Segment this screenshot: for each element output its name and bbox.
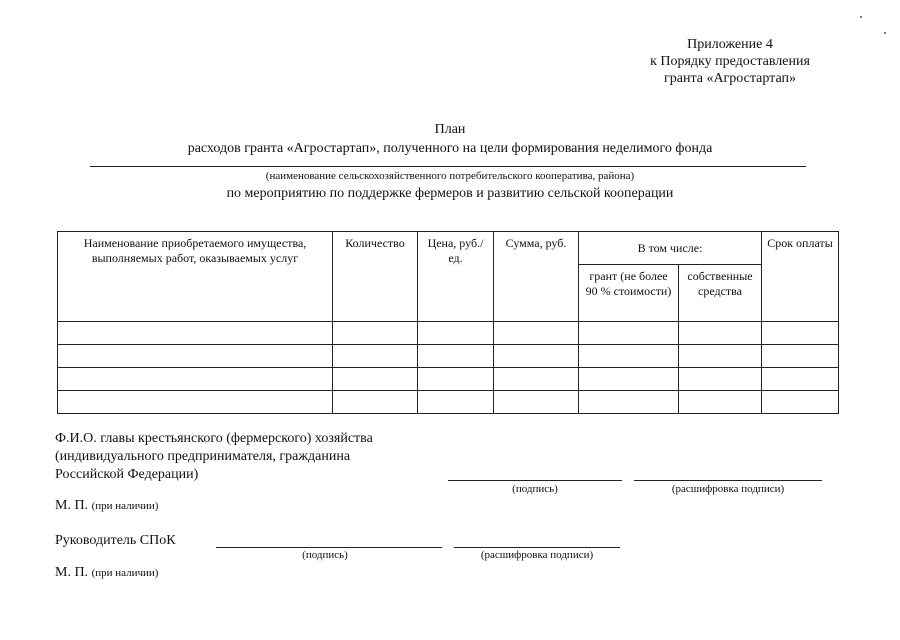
table-cell[interactable] (333, 345, 418, 368)
table-row (58, 322, 839, 345)
coop-head-label: Руководитель СПоК (55, 533, 176, 548)
table-row (58, 391, 839, 414)
column-header-own-funds: собственные средства (679, 265, 762, 322)
stamp-note: (при наличии) (91, 567, 159, 579)
farm-head-signature-line[interactable] (448, 480, 622, 481)
plan-subtitle: расходов гранта «Агростартап», полученного на цели формирования неделимого фонда (187, 141, 713, 156)
table-cell[interactable] (418, 322, 494, 345)
plan-purpose: по мероприятию по поддержке фермеров и развитию сельской кооперации (226, 186, 674, 201)
table-cell[interactable] (579, 391, 679, 414)
column-header-grant: грант (не более 90 % стоимости) (579, 265, 679, 322)
table-cell[interactable] (579, 368, 679, 391)
stamp-note: (при наличии) (91, 500, 159, 512)
stamp-label: М. П. (55, 498, 89, 513)
table-cell[interactable] (679, 322, 762, 345)
table-cell[interactable] (679, 345, 762, 368)
table-cell[interactable] (494, 368, 579, 391)
cooperative-name-caption: (наименование сельскохозяйственного потребительского кооператива, района) (265, 170, 635, 182)
scan-speck (860, 16, 862, 18)
annex-line-3: гранта «Агростартап» (664, 71, 796, 86)
table-row (58, 345, 839, 368)
table-cell[interactable] (762, 391, 839, 414)
table-cell[interactable] (333, 368, 418, 391)
table-cell[interactable] (579, 345, 679, 368)
coop-head-signature-line[interactable] (216, 547, 442, 548)
table-cell[interactable] (679, 391, 762, 414)
farm-head-fio-label: Ф.И.О. главы крестьянского (фермерского) хозяйства (индивидуального предпринимателя, гражданина Российской Федерации) (55, 431, 373, 482)
table-cell[interactable] (58, 322, 333, 345)
stamp-place-1 (55, 498, 158, 514)
column-header-sum: Сумма, руб. (494, 232, 579, 322)
table-cell[interactable] (333, 322, 418, 345)
annex-line-2: к Порядку предоставления (650, 54, 810, 69)
table-cell[interactable] (494, 391, 579, 414)
table-cell[interactable] (418, 368, 494, 391)
table-cell[interactable] (762, 345, 839, 368)
farm-head-signature-caption: (подпись) (512, 483, 558, 495)
column-header-quantity: Количество (333, 232, 418, 322)
table-cell[interactable] (58, 368, 333, 391)
table-cell[interactable] (58, 345, 333, 368)
farm-head-decoding-caption: (расшифровка подписи) (671, 483, 785, 495)
coop-head-decoding-caption: (расшифровка подписи) (480, 549, 594, 561)
coop-head-signature-caption: (подпись) (302, 549, 348, 561)
coop-head-decoding-line[interactable] (454, 547, 620, 548)
farm-head-decoding-line[interactable] (634, 480, 822, 481)
scan-speck (884, 32, 886, 34)
plan-title: План (434, 122, 466, 137)
annex-line-1: Приложение 4 (687, 37, 773, 52)
column-header-including: В том числе: (579, 232, 762, 265)
table-cell[interactable] (333, 391, 418, 414)
column-header-price: Цена, руб./ед. (418, 232, 494, 322)
stamp-place-2 (55, 565, 158, 581)
table-cell[interactable] (679, 368, 762, 391)
table-cell[interactable] (494, 345, 579, 368)
column-header-term: Срок оплаты (762, 232, 839, 322)
annex-reference (630, 36, 830, 87)
table-cell[interactable] (579, 322, 679, 345)
table-row (58, 368, 839, 391)
table-cell[interactable] (418, 391, 494, 414)
expenses-table (57, 231, 839, 414)
table-cell[interactable] (58, 391, 333, 414)
stamp-label: М. П. (55, 565, 89, 580)
table-cell[interactable] (418, 345, 494, 368)
column-header-name: Наименование приобретаемого имущества, выполняемых работ, оказываемых услуг (58, 232, 333, 322)
cooperative-name-line (90, 166, 806, 167)
table-cell[interactable] (762, 368, 839, 391)
table-cell[interactable] (494, 322, 579, 345)
table-cell[interactable] (762, 322, 839, 345)
